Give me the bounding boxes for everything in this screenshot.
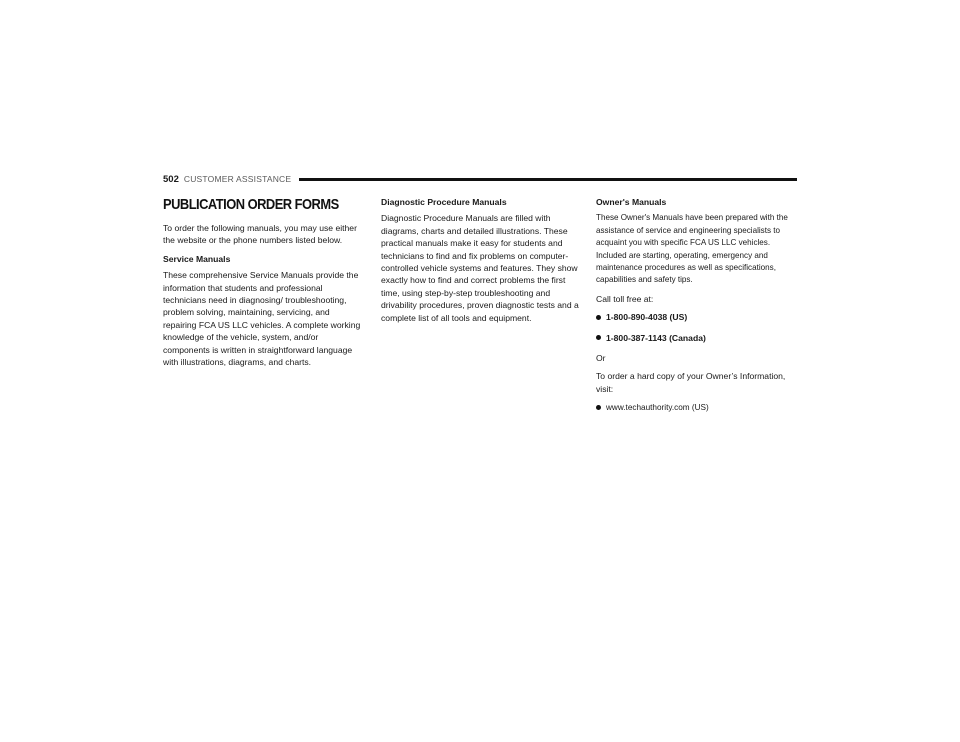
list-item <box>596 401 796 414</box>
call-toll-free: Call toll free at: <box>596 293 654 304</box>
service-manuals-heading: Service Manuals <box>163 253 231 264</box>
bullet-icon <box>596 335 601 340</box>
list-item <box>596 332 796 344</box>
column-2 <box>381 196 581 330</box>
phone-number-us[interactable]: 1-800-890-4038 (US) <box>606 312 688 323</box>
owners-manuals-heading: Owner's Manuals <box>596 197 667 207</box>
service-manuals-body: These comprehensive Service Manuals provide the information that students and professional technicians need in diagnosing/ troubleshooting, problem solving, maintaining, servicing, and repairing FCA US LLC vehicles. A complete working knowledge of the vehicle, system, and/or components is written in straightforward language with illustrations, diagrams, and charts. <box>163 270 361 368</box>
phone-number-canada[interactable]: 1-800-387-1143 (Canada) <box>606 332 706 343</box>
or-text: Or <box>596 353 606 364</box>
page-number: 502 <box>163 173 179 185</box>
bullet-icon <box>596 315 601 320</box>
diagnostic-manuals-heading: Diagnostic Procedure Manuals <box>381 197 507 207</box>
page-title: PUBLICATION ORDER FORMS <box>163 196 339 213</box>
owners-manuals-body: These Owner's Manuals have been prepared with the assistance of service and engineering specialists to acquaint you with specific FCA US LLC vehicles. Included are starting, operating, emergency and maintenance procedures as well as specifications, capabilities and safety tips. <box>596 213 788 285</box>
section-title: CUSTOMER ASSISTANCE <box>183 174 292 184</box>
column-3 <box>596 196 796 423</box>
phone-list <box>596 311 796 344</box>
hard-copy-text: To order a hard copy of your Owner’s Information, visit: <box>596 371 786 394</box>
website-link[interactable]: www.techauthority.com (US) <box>606 403 709 413</box>
column-1 <box>163 196 363 374</box>
intro-paragraph: To order the following manuals, you may use either the website or the phone numbers listed below. <box>163 223 357 246</box>
header-rule <box>299 178 797 181</box>
page-header <box>163 172 797 186</box>
diagnostic-manuals-body: Diagnostic Procedure Manuals are filled with diagrams, charts and detailed illustrations. These practical manuals make it easy for students and technicians to find and fix problems on computer-controlled vehicle systems and features. They show exactly how to find and correct problems the first time, using step-by-step troubleshooting and drivability procedures, proven diagnostic tests and a complete list of all tools and equipment. <box>381 213 579 323</box>
list-item <box>596 311 796 323</box>
website-list <box>596 401 796 414</box>
bullet-icon <box>596 405 601 410</box>
